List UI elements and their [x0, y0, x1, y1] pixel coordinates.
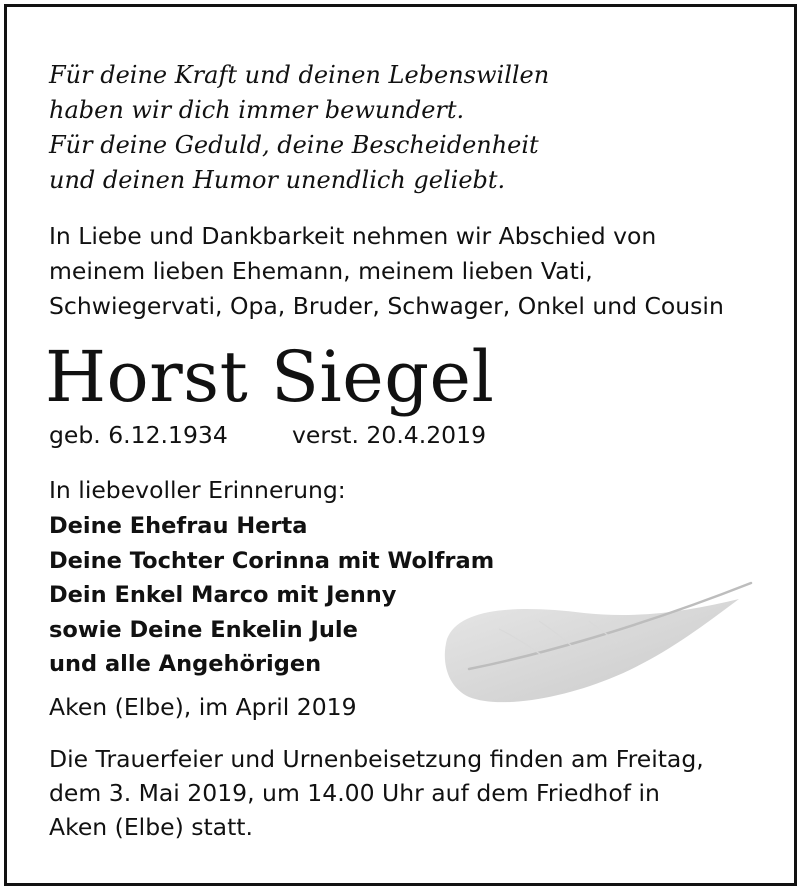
death-date: verst. 20.4.2019	[292, 421, 487, 449]
mourner-line: und alle Angehörigen	[49, 651, 322, 677]
birth-date: geb. 6.12.1934	[49, 421, 228, 449]
memory-heading: In liebevoller Erinnerung:	[49, 476, 346, 504]
mourner-line: Deine Ehefrau Herta	[49, 513, 308, 539]
intro-line: In Liebe und Dankbarkeit nehmen wir Abschied von	[49, 222, 657, 250]
ceremony-line: Die Trauerfeier und Urnenbeisetzung finden am Freitag,	[49, 745, 704, 773]
mourner-line: Dein Enkel Marco mit Jenny	[49, 582, 397, 608]
intro-line: Schwiegervati, Opa, Bruder, Schwager, Onkel und Cousin	[49, 292, 724, 320]
place-and-date: Aken (Elbe), im April 2019	[49, 693, 357, 721]
intro-line: meinem lieben Ehemann, meinem lieben Vati,	[49, 257, 593, 285]
mourner-line: sowie Deine Enkelin Jule	[49, 616, 358, 643]
mourners-list	[49, 509, 494, 682]
ceremony-line: Aken (Elbe) statt.	[49, 813, 253, 841]
poem-line: und deinen Humor unendlich geliebt.	[49, 166, 506, 194]
poem-line: Für deine Kraft und deinen Lebenswillen	[49, 61, 550, 89]
farewell-intro	[49, 219, 724, 324]
memorial-poem	[49, 58, 549, 198]
poem-line: haben wir dich immer bewundert.	[49, 96, 465, 124]
deceased-name: Horst Siegel	[45, 336, 495, 418]
mourner-line: Deine Tochter Corinna mit Wolfram	[49, 547, 495, 574]
obituary-notice	[4, 4, 797, 886]
feather-icon	[439, 569, 759, 715]
ceremony-line: dem 3. Mai 2019, um 14.00 Uhr auf dem Friedhof in	[49, 779, 660, 807]
ceremony-info	[49, 742, 704, 844]
poem-line: Für deine Geduld, deine Bescheidenheit	[49, 131, 539, 159]
